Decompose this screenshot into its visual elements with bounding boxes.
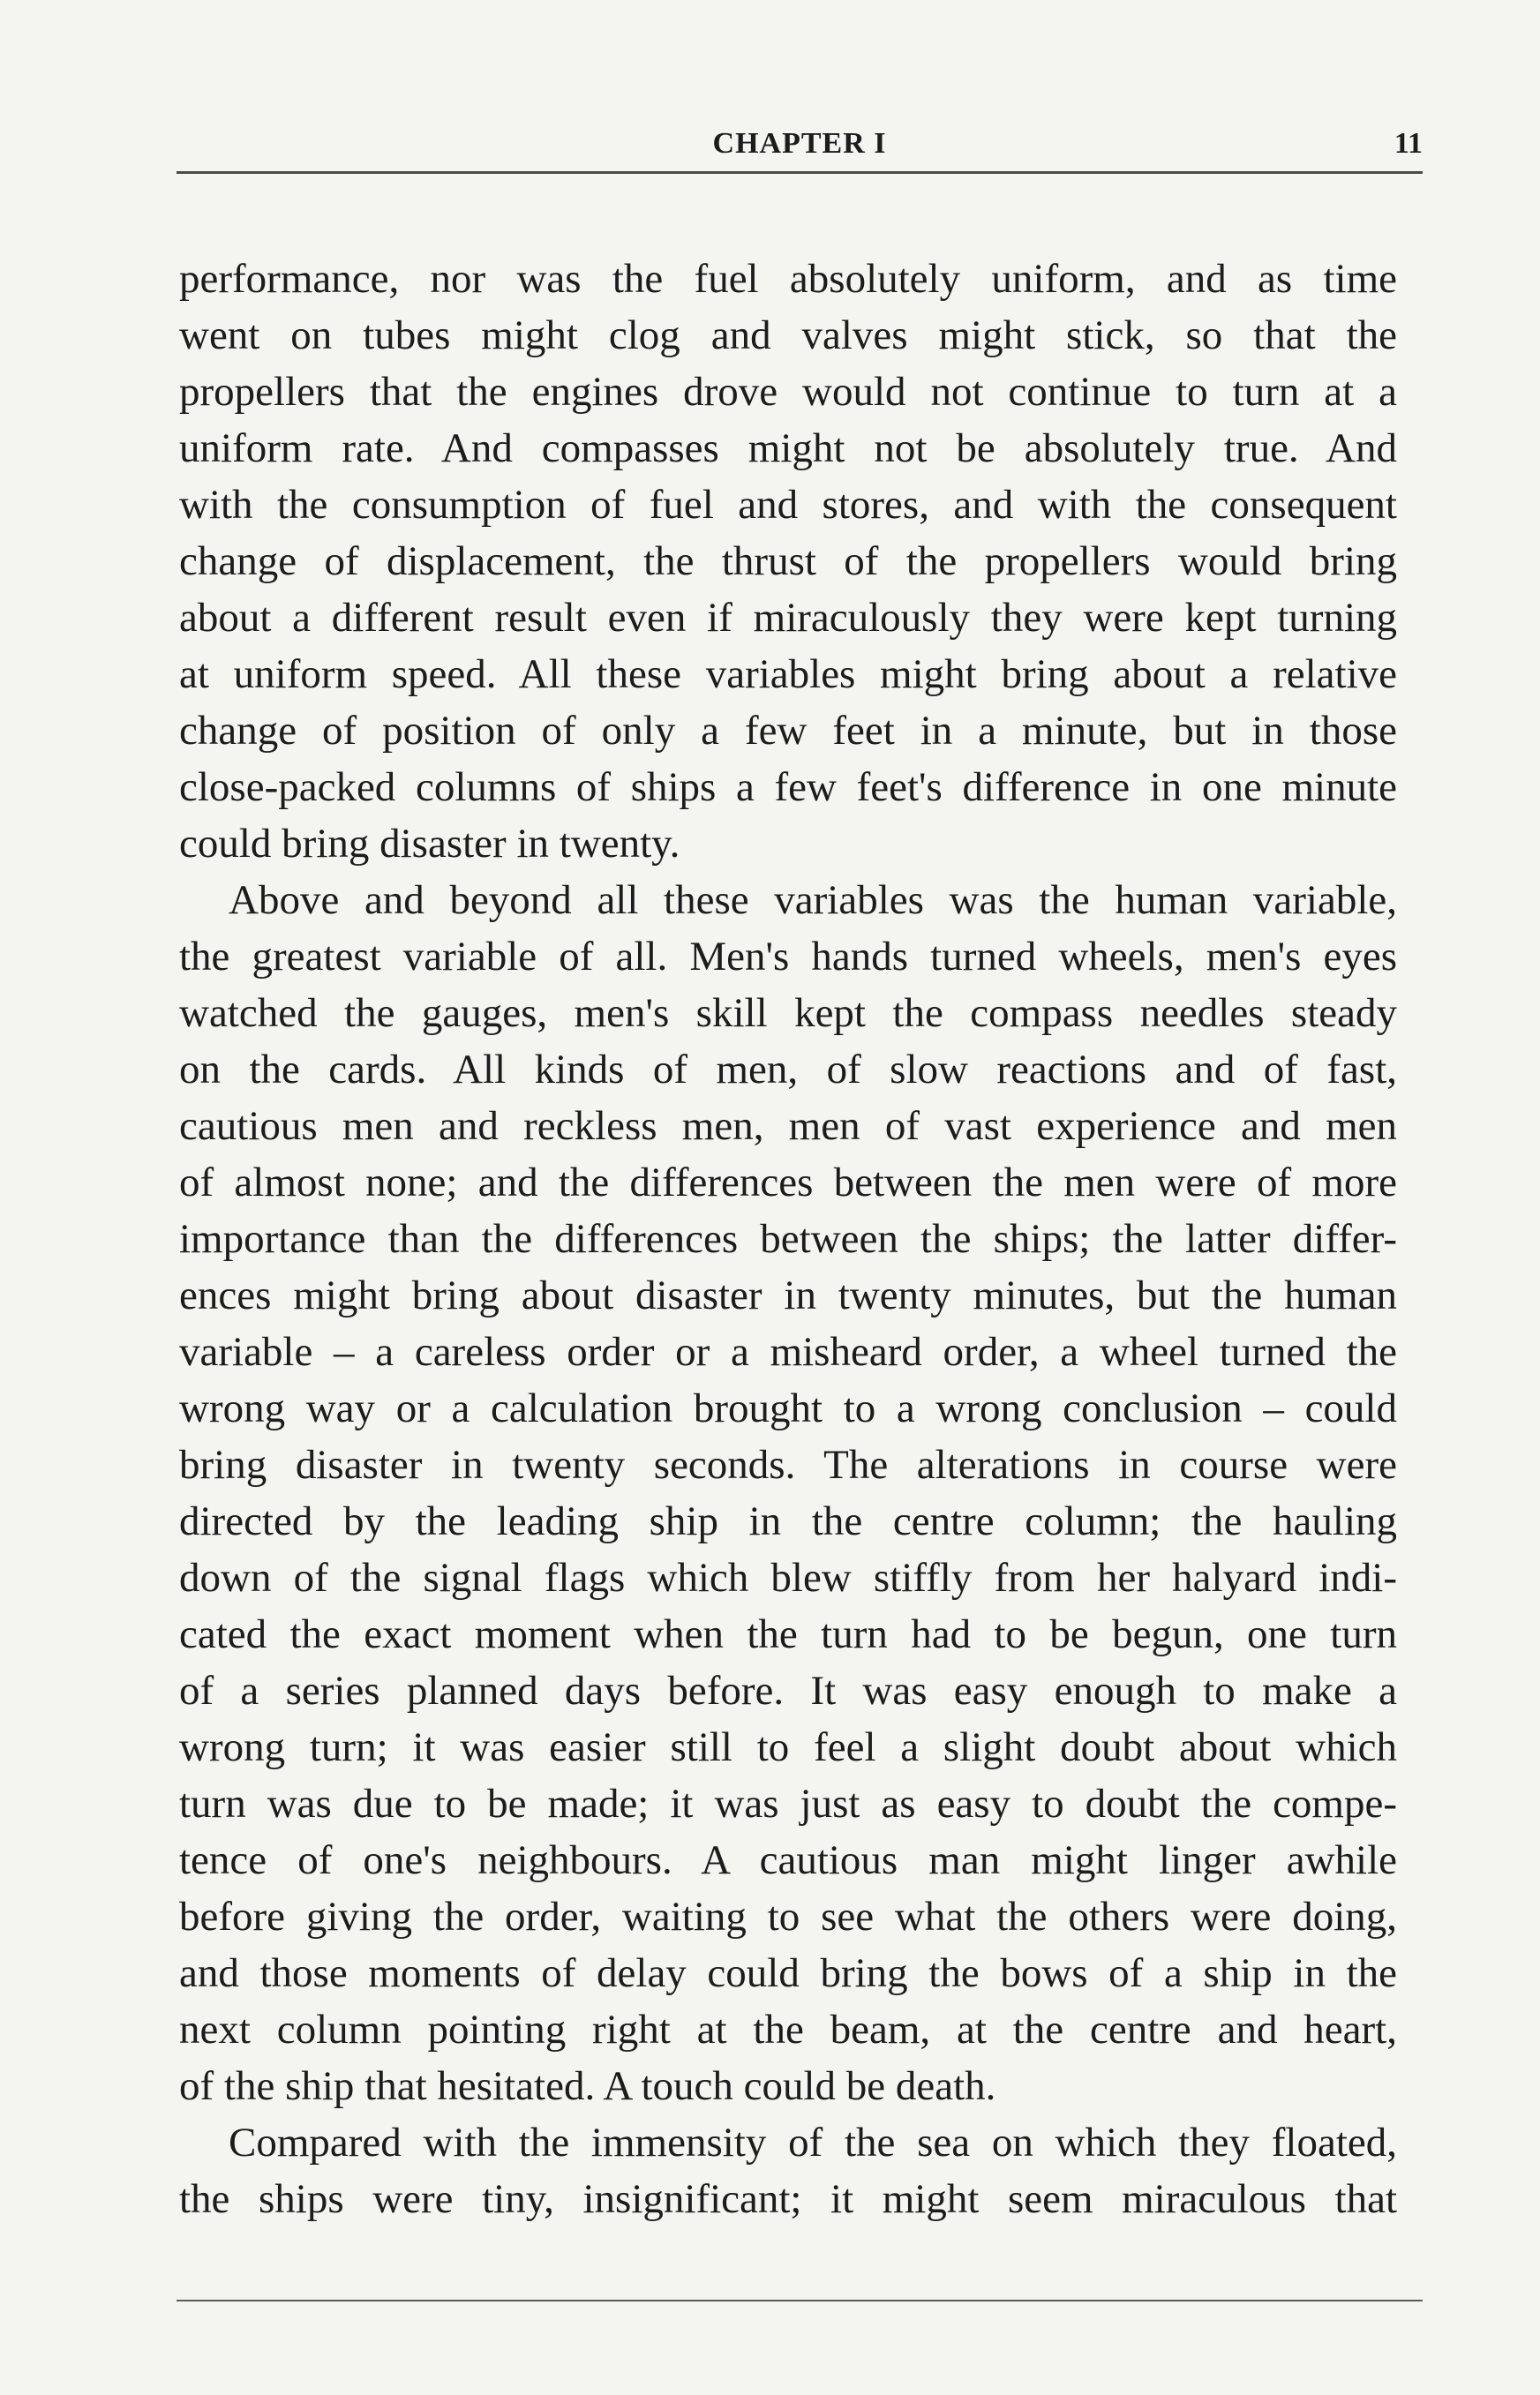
text-line: propellers that the engines drove would not continue to turn at a (179, 369, 1397, 415)
text-line: close-packed columns of ships a few feet's difference in one minute (179, 764, 1397, 810)
text-line: and those moments of delay could bring the bows of a ship in the (179, 1950, 1397, 1996)
text-line: change of position of only a few feet in a minute, but in those (179, 708, 1397, 754)
chapter-title: CHAPTER I (712, 127, 887, 160)
text-line: change of displacement, the thrust of the propellers would bring (179, 538, 1397, 584)
text-line: next column pointing right at the beam, at the centre and heart, (179, 2007, 1397, 2053)
header-rule (177, 171, 1423, 174)
text-line: before giving the order, waiting to see what the others were doing, (179, 1894, 1397, 1940)
text-line: cautious men and reckless men, men of vast experience and men (179, 1103, 1397, 1149)
text-line: of almost none; and the differences between the men were of more (179, 1160, 1397, 1205)
text-line: the ships were tiny, insignificant; it might seem miraculous that (179, 2176, 1397, 2222)
text-line: at uniform speed. All these variables might bring about a relative (179, 651, 1397, 697)
text-line: Above and beyond all these variables was the human variable, (229, 877, 1397, 923)
text-line: about a different result even if miraculously they were kept turning (179, 595, 1397, 641)
text-line: cated the exact moment when the turn had to be begun, one turn (179, 1611, 1397, 1657)
text-line: performance, nor was the fuel absolutely uniform, and as time (179, 256, 1397, 302)
text-line: directed by the leading ship in the centre column; the hauling (179, 1498, 1397, 1544)
text-line: with the consumption of fuel and stores, and with the consequent (179, 482, 1397, 528)
body-text (179, 251, 1397, 2227)
text-line: uniform rate. And compasses might not be absolutely true. And (179, 425, 1397, 471)
text-line: went on tubes might clog and valves might stick, so that the (179, 312, 1397, 358)
page-number: 11 (1394, 127, 1423, 160)
text-line: variable – a careless order or a misheard order, a wheel turned the (179, 1329, 1397, 1375)
text-line: could bring disaster in twenty. (179, 821, 680, 867)
text-line: the greatest variable of all. Men's hands turned wheels, men's eyes (179, 934, 1397, 980)
text-line: wrong turn; it was easier still to feel a slight doubt about which (179, 1724, 1397, 1770)
text-line: turn was due to be made; it was just as easy to doubt the compe- (179, 1781, 1397, 1827)
text-line: of the ship that hesitated. A touch could be death. (179, 2063, 996, 2109)
text-line: ences might bring about disaster in twenty minutes, but the human (179, 1273, 1397, 1318)
text-line: bring disaster in twenty seconds. The alterations in course were (179, 1442, 1397, 1488)
text-line: down of the signal flags which blew stiffly from her halyard indi- (179, 1555, 1397, 1601)
text-line: on the cards. All kinds of men, of slow reactions and of fast, (179, 1047, 1397, 1092)
running-header (177, 122, 1423, 166)
text-line: of a series planned days before. It was easy enough to make a (179, 1668, 1397, 1714)
text-line: Compared with the immensity of the sea on which they floated, (229, 2120, 1397, 2166)
text-line: importance than the differences between the ships; the latter differ- (179, 1216, 1397, 1262)
text-line: wrong way or a calculation brought to a wrong conclusion – could (179, 1385, 1397, 1431)
footer-rule (177, 2300, 1423, 2301)
text-line: tence of one's neighbours. A cautious man might linger awhile (179, 1837, 1397, 1883)
text-line: watched the gauges, men's skill kept the compass needles steady (179, 990, 1397, 1036)
